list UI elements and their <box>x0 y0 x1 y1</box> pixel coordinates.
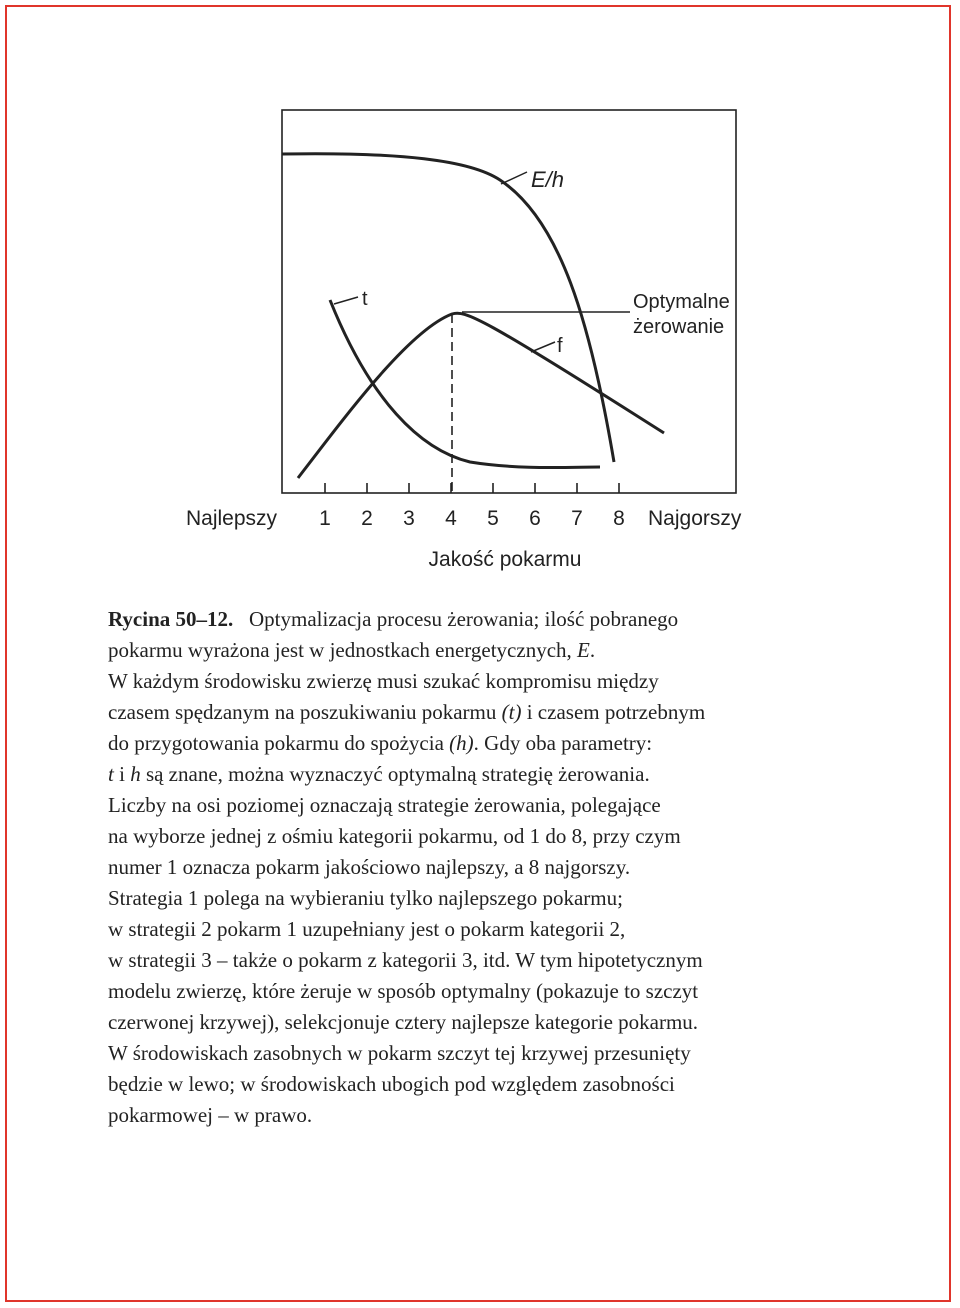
curve-f-label: f <box>557 335 563 357</box>
caption-text: do przygotowania pokarmu do spożycia <box>108 731 450 755</box>
caption-text: pokarmu wyrażona jest w jednostkach energetycznych, <box>108 638 578 662</box>
caption-line-13: modelu zwierzę, które żeruje w sposób optymalny (pokazuje to szczyt <box>108 979 699 1003</box>
curve-eh-leader <box>501 172 527 184</box>
foraging-diagram <box>0 0 960 600</box>
caption-symbol: h <box>130 762 141 786</box>
x-tick-label-3: 3 <box>403 507 415 530</box>
x-tick-label-8: 8 <box>613 507 625 530</box>
figure-caption <box>108 604 868 1131</box>
x-axis-ticks <box>325 483 619 493</box>
caption-line-4 <box>108 697 868 728</box>
curve-eh-label: E/h <box>531 167 565 192</box>
curve-f-leader <box>531 342 555 352</box>
curve-f <box>298 313 664 478</box>
curve-t-label: t <box>362 288 368 310</box>
caption-text: czasem spędzanym na poszukiwaniu pokarmu <box>108 700 502 724</box>
caption-line-6 <box>108 759 868 790</box>
caption-line-17: pokarmowej – w prawo. <box>108 1103 313 1127</box>
caption-text: i czasem potrzebnym <box>521 700 706 724</box>
caption-line-7: Liczby na osi poziomej oznaczają strategie żerowania, polegające <box>108 793 661 817</box>
x-tick-label-4: 4 <box>445 507 457 530</box>
caption-symbol: (t) <box>501 700 522 724</box>
x-axis-left-label: Najlepszy <box>186 507 278 530</box>
caption-label: Rycina 50–12. <box>108 607 234 631</box>
caption-symbol: E <box>577 638 590 662</box>
caption-text: są znane, można wyznaczyć optymalną strategię żerowania. <box>140 762 650 786</box>
x-tick-label-7: 7 <box>571 507 583 530</box>
optimum-label-line1: Optymalne <box>633 291 730 313</box>
caption-line-5 <box>108 728 868 759</box>
caption-line-11: w strategii 2 pokarm 1 uzupełniany jest o pokarm kategorii 2, <box>108 917 626 941</box>
caption-line-9: numer 1 oznacza pokarm jakościowo najlepszy, a 8 najgorszy. <box>108 855 631 879</box>
x-axis-title: Jakość pokarmu <box>428 548 582 571</box>
caption-line-12: w strategii 3 – także o pokarm z kategorii 3, itd. W tym hipotetycznym <box>108 948 703 972</box>
caption-text: i <box>113 762 131 786</box>
optimum-label-line2: żerowanie <box>633 316 725 338</box>
curve-t-leader <box>334 297 358 304</box>
x-axis-right-label: Najgorszy <box>648 507 742 530</box>
curve-t <box>330 300 600 468</box>
caption-line-3: W każdym środowisku zwierzę musi szukać kompromisu między <box>108 669 659 693</box>
caption-line-8: na wyborze jednej z ośmiu kategorii pokarmu, od 1 do 8, przy czym <box>108 824 681 848</box>
x-tick-label-6: 6 <box>529 507 541 530</box>
x-tick-label-1: 1 <box>319 507 331 530</box>
caption-symbol: (h) <box>449 731 474 755</box>
caption-text: . <box>589 638 596 662</box>
caption-symbol: t <box>108 762 114 786</box>
caption-line-10: Strategia 1 polega na wybieraniu tylko najlepszego pokarmu; <box>108 886 623 910</box>
caption-line-15: W środowiskach zasobnych w pokarm szczyt tej krzywej przesunięty <box>108 1041 691 1065</box>
caption-line-2 <box>108 635 868 666</box>
caption-line-16: będzie w lewo; w środowiskach ubogich pod względem zasobności <box>108 1072 675 1096</box>
caption-line-14: czerwonej krzywej), selekcjonuje cztery najlepsze kategorie pokarmu. <box>108 1010 699 1034</box>
caption-line-1 <box>108 604 868 635</box>
x-tick-label-2: 2 <box>361 507 373 530</box>
caption-text: Optymalizacja procesu żerowania; ilość pobranego <box>249 607 679 631</box>
x-tick-label-5: 5 <box>487 507 499 530</box>
x-axis-tick-labels <box>319 507 625 530</box>
caption-text: . Gdy oba parametry: <box>473 731 653 755</box>
